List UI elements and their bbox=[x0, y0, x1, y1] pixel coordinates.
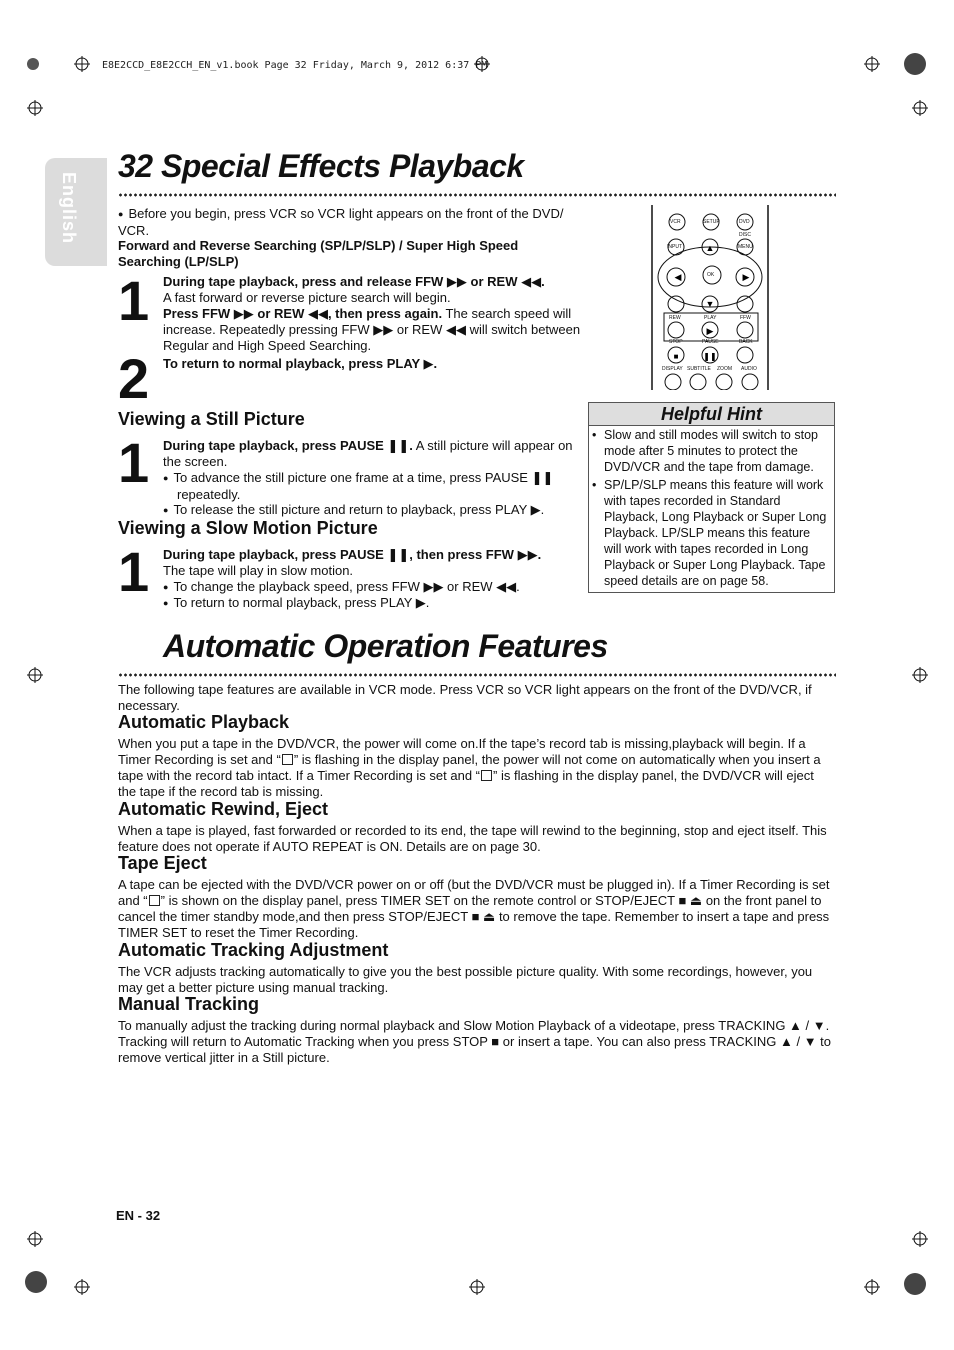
section2-intro: The following tape features are available in VCR mode. Press VCR so VCR light appears on the front of the DVD/VCR, if necessary. bbox=[118, 682, 812, 713]
list-item: • SP/LP/SLP means this feature will work with tapes recorded in Standard Playback, Long Playback or Super Long Playback. LP/SLP means this feature will work with tapes recorded in Long Playback or Super Long Playback. Tape speed details are on page 58. bbox=[589, 477, 834, 589]
helpful-hint-title: Helpful Hint bbox=[589, 403, 834, 426]
svg-text:■: ■ bbox=[673, 352, 679, 361]
rewind-text: When a tape is played, fast forwarded or recorded to its end, the tape will rewind to the beginning, stop and eject itself. This feature does not operate if AUTO REPEAT is ON. Details are on page 30. bbox=[118, 823, 827, 854]
step-number: 1 bbox=[118, 431, 150, 494]
helpful-hint-box bbox=[588, 402, 835, 593]
svg-text:◀: ◀ bbox=[674, 272, 682, 282]
hint-list bbox=[589, 427, 834, 591]
still-text: During tape playback, press PAUSE ❚❚. A still picture will appear on the screen. bbox=[163, 438, 573, 469]
step-number: 1 bbox=[118, 269, 150, 332]
svg-text:▲: ▲ bbox=[705, 243, 715, 253]
language-tab bbox=[45, 158, 107, 266]
section-title: Automatic Operation Features bbox=[163, 628, 608, 664]
slow-bullet: ● To change the playback speed, press FFW ▶▶ or REW ◀◀. bbox=[163, 579, 583, 596]
svg-text:▶: ▶ bbox=[706, 326, 714, 336]
manual-tracking-text: To manually adjust the tracking during normal playback and Slow Motion Playback of a videotape, press TRACKING ▲ / ▼. Tracking will return to Automatic Tracking when you press STOP ■ or insert a tape. You can also press TRACKING ▲ / ▼ to remove vertical jitter in a Still picture. bbox=[118, 1018, 832, 1065]
slow-heading: Viewing a Slow Motion Picture bbox=[118, 518, 378, 538]
crosshair-icon bbox=[912, 667, 926, 681]
slow-text: During tape playback, press PAUSE ❚❚, then press FFW ▶▶. The tape will play in slow motion. bbox=[163, 547, 542, 578]
crosshair-icon bbox=[912, 100, 926, 114]
crosshair-icon bbox=[27, 667, 41, 681]
timer-icon bbox=[149, 895, 160, 906]
crosshair-icon bbox=[74, 56, 88, 70]
manual-tracking-heading: Manual Tracking bbox=[118, 994, 260, 1014]
timer-icon bbox=[282, 754, 293, 765]
eject-text: A tape can be ejected with the DVD/VCR power on or off (but the DVD/VCR must be plugged in). If a Timer Recording is set and “ ” is shown on the display panel, press TIMER SET on the remote control or STOP/EJECT ■ ⏏ on the front panel to cancel the timer standby mode,and then press STOP/EJECT ■ ⏏ to remove the tape. Remember to insert a tape and press TIMER SET to reset the Timer Recording. bbox=[118, 877, 830, 940]
still-bullet: ● To advance the still picture one frame at a time, press PAUSE ❚❚ repeatedly. bbox=[163, 470, 577, 503]
list-item: • Slow and still modes will switch to stop mode after 5 minutes to protect the DVD/VCR and the tape from damage. bbox=[589, 427, 834, 475]
svg-text:▶: ▶ bbox=[742, 272, 750, 282]
print-header: E8E2CCD_E8E2CCH_EN_v1.book Page 32 Friday, March 9, 2012 6:37 PM bbox=[102, 60, 488, 71]
registration-mark-icon bbox=[903, 52, 917, 66]
still-heading: Viewing a Still Picture bbox=[118, 409, 305, 429]
page-title: 32 Special Effects Playback bbox=[118, 148, 524, 184]
tracking-heading: Automatic Tracking Adjustment bbox=[118, 940, 389, 960]
remote-illustration: ▲ ◀ ▶ ▼ ▶ ❚❚ ■ VCR SETUP DVD DISC INPUT MENU OK REW PLAY FFW STOP PAUSE BACK DISPLAY SUBTITLE ZOOM AUDIO bbox=[640, 205, 780, 390]
title-divider bbox=[118, 673, 836, 677]
registration-mark-icon bbox=[26, 57, 40, 71]
language-label: English bbox=[59, 172, 79, 245]
crosshair-icon bbox=[74, 1279, 88, 1293]
svg-text:❚❚: ❚❚ bbox=[703, 352, 717, 361]
rewind-heading: Automatic Rewind, Eject bbox=[118, 799, 329, 819]
svg-text:▼: ▼ bbox=[705, 299, 715, 309]
crosshair-icon bbox=[474, 56, 488, 70]
crosshair-icon bbox=[27, 1231, 41, 1245]
intro-text: ● Before you begin, press VCR so VCR light appears on the front of the DVD/ VCR. bbox=[118, 206, 580, 239]
title-divider bbox=[118, 193, 836, 197]
registration-mark-icon bbox=[24, 1270, 38, 1284]
page-number: EN - 32 bbox=[116, 1208, 161, 1223]
tracking-text: The VCR adjusts tracking automatically to give you the best possible picture quality. With some recordings, however, you may get a better picture using manual tracking. bbox=[118, 964, 813, 995]
auto-playback-heading: Automatic Playback bbox=[118, 712, 290, 732]
step1-text: During tape playback, press and release FFW ▶▶ or REW ◀◀. A fast forward or reverse picture search will begin. Press FFW ▶▶ or REW ◀◀, then press again. The search speed will increase. Repeatedly pressing FFW ▶▶ or REW ◀◀ will switch between Regular and High Speed Searching. bbox=[163, 274, 581, 353]
crosshair-icon bbox=[27, 100, 41, 114]
crosshair-icon bbox=[912, 1231, 926, 1245]
step-number: 2 bbox=[118, 347, 150, 410]
crosshair-icon bbox=[864, 1279, 878, 1293]
step-number: 1 bbox=[118, 540, 150, 603]
crosshair-icon bbox=[469, 1279, 483, 1293]
crosshair-icon bbox=[864, 56, 878, 70]
slow-bullet: ● To return to normal playback, press PLAY ▶. bbox=[163, 595, 583, 612]
search-subhead: Forward and Reverse Searching (SP/LP/SLP) / Super High Speed Searching (LP/SLP) bbox=[118, 238, 519, 269]
still-bullet: ● To release the still picture and return to playback, press PLAY ▶. bbox=[163, 502, 583, 519]
registration-mark-icon bbox=[903, 1272, 917, 1286]
auto-playback-text: When you put a tape in the DVD/VCR, the power will come on.If the tape’s record tab is missing,playback will begin. If a Timer Recording is set and “ ” is flashing in the display panel, the power will not come on automatically when you insert a tape with the record tab intact. If a Timer Recording is set and “ ” is flashing in the display panel, the DVD/VCR will eject the tape if the record tab is missing. bbox=[118, 736, 821, 799]
eject-heading: Tape Eject bbox=[118, 853, 207, 873]
step2-text: To return to normal playback, press PLAY ▶. bbox=[163, 356, 438, 371]
timer-icon bbox=[481, 770, 492, 781]
